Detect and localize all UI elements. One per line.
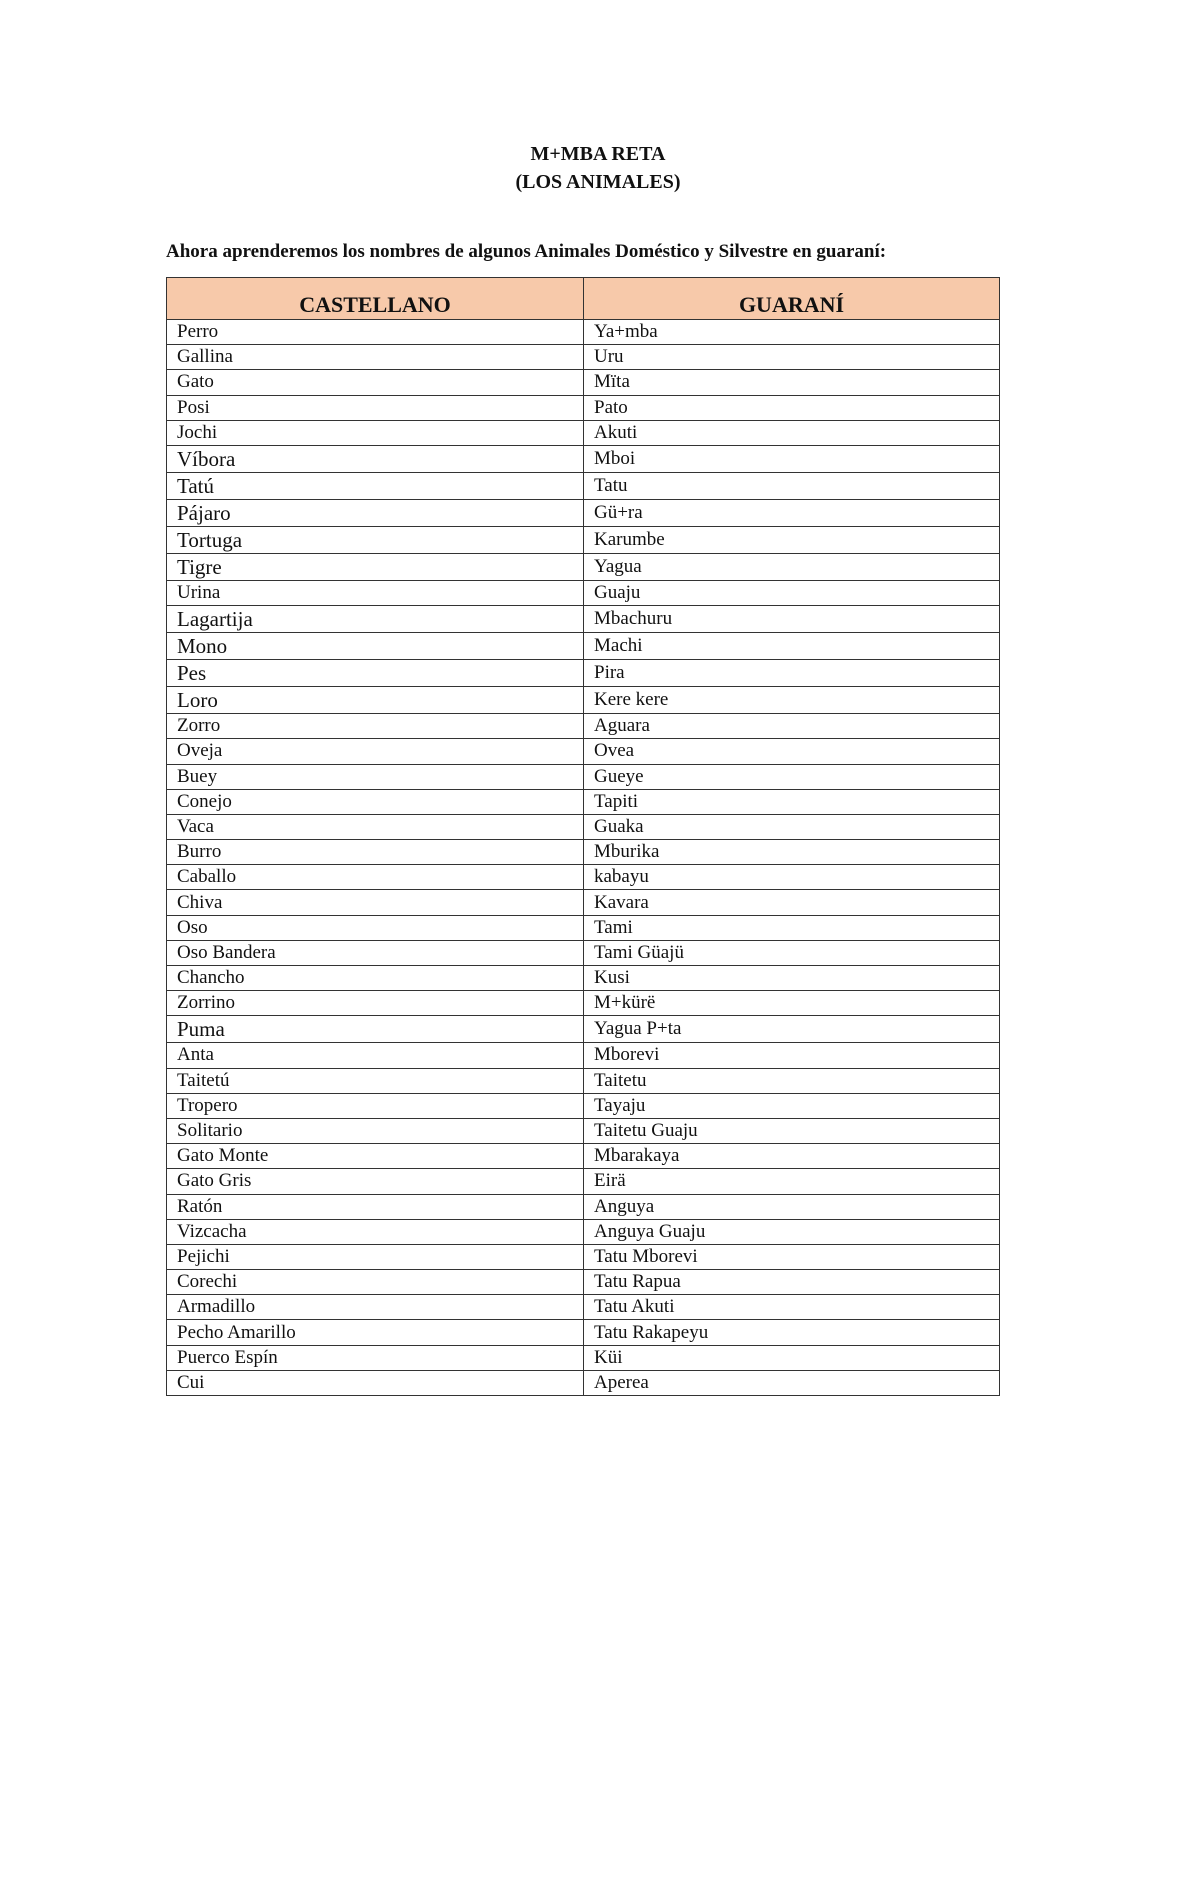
- cell-guarani: Kusi: [584, 966, 1000, 991]
- cell-castellano: Zorrino: [167, 991, 584, 1016]
- cell-castellano: Cui: [167, 1370, 584, 1395]
- cell-castellano: Urina: [167, 580, 584, 605]
- cell-guarani: Taitetu Guaju: [584, 1118, 1000, 1143]
- table-row: [167, 739, 1000, 764]
- table-row: [167, 370, 1000, 395]
- cell-castellano: Tropero: [167, 1093, 584, 1118]
- cell-castellano: Oveja: [167, 739, 584, 764]
- table-row: [167, 1169, 1000, 1194]
- cell-guarani: Tatu: [584, 472, 1000, 499]
- cell-guarani: Tatu Mborevi: [584, 1244, 1000, 1269]
- table-row: [167, 499, 1000, 526]
- table-row: [167, 1118, 1000, 1143]
- cell-castellano: Gato Gris: [167, 1169, 584, 1194]
- table-row: [167, 865, 1000, 890]
- cell-castellano: Posi: [167, 395, 584, 420]
- cell-castellano: Buey: [167, 764, 584, 789]
- table-row: [167, 633, 1000, 660]
- cell-guarani: Aperea: [584, 1370, 1000, 1395]
- document-title: [0, 140, 1200, 196]
- cell-castellano: Corechi: [167, 1270, 584, 1295]
- cell-castellano: Caballo: [167, 865, 584, 890]
- cell-castellano: Burro: [167, 840, 584, 865]
- cell-castellano: Chiva: [167, 890, 584, 915]
- cell-guarani: Anguya Guaju: [584, 1219, 1000, 1244]
- cell-guarani: Guaka: [584, 814, 1000, 839]
- cell-castellano: Loro: [167, 687, 584, 714]
- cell-castellano: Víbora: [167, 445, 584, 472]
- cell-guarani: Karumbe: [584, 526, 1000, 553]
- cell-castellano: Gato: [167, 370, 584, 395]
- cell-guarani: Aguara: [584, 714, 1000, 739]
- table-row: [167, 1194, 1000, 1219]
- vocabulary-table: [166, 277, 1000, 1396]
- table-row: [167, 395, 1000, 420]
- cell-guarani: Yagua P+ta: [584, 1016, 1000, 1043]
- cell-guarani: Ovea: [584, 739, 1000, 764]
- header-guarani: GUARANÍ: [584, 278, 1000, 320]
- table-row: [167, 814, 1000, 839]
- cell-castellano: Tatú: [167, 472, 584, 499]
- cell-guarani: Taitetu: [584, 1068, 1000, 1093]
- title-line-spanish: (LOS ANIMALES): [515, 171, 681, 193]
- table-row: [167, 1270, 1000, 1295]
- table-row: [167, 1370, 1000, 1395]
- cell-castellano: Puma: [167, 1016, 584, 1043]
- cell-guarani: Eirä: [584, 1169, 1000, 1194]
- cell-castellano: Pes: [167, 660, 584, 687]
- cell-guarani: kabayu: [584, 865, 1000, 890]
- cell-guarani: Yagua: [584, 553, 1000, 580]
- cell-guarani: Mbachuru: [584, 606, 1000, 633]
- table-row: [167, 1093, 1000, 1118]
- table-body: [167, 320, 1000, 1396]
- cell-castellano: Perro: [167, 320, 584, 345]
- cell-guarani: Tami Güajü: [584, 940, 1000, 965]
- table-row: [167, 890, 1000, 915]
- cell-castellano: Chancho: [167, 966, 584, 991]
- cell-guarani: Mïta: [584, 370, 1000, 395]
- cell-guarani: Kavara: [584, 890, 1000, 915]
- cell-castellano: Jochi: [167, 420, 584, 445]
- table-row: [167, 1295, 1000, 1320]
- cell-guarani: Tatu Rakapeyu: [584, 1320, 1000, 1345]
- table-row: [167, 1043, 1000, 1068]
- table-row: [167, 526, 1000, 553]
- table-row: [167, 345, 1000, 370]
- cell-castellano: Conejo: [167, 789, 584, 814]
- table-row: [167, 420, 1000, 445]
- cell-guarani: Akuti: [584, 420, 1000, 445]
- table-row: [167, 991, 1000, 1016]
- table-row: [167, 1016, 1000, 1043]
- table-row: [167, 580, 1000, 605]
- cell-guarani: Tapiti: [584, 789, 1000, 814]
- cell-guarani: Mburika: [584, 840, 1000, 865]
- table-row: [167, 1068, 1000, 1093]
- table-row: [167, 320, 1000, 345]
- table-row: [167, 445, 1000, 472]
- table-row: [167, 789, 1000, 814]
- table-row: [167, 714, 1000, 739]
- cell-castellano: Oso: [167, 915, 584, 940]
- cell-castellano: Gato Monte: [167, 1144, 584, 1169]
- cell-castellano: Puerco Espín: [167, 1345, 584, 1370]
- cell-guarani: Kere kere: [584, 687, 1000, 714]
- cell-castellano: Anta: [167, 1043, 584, 1068]
- cell-guarani: Gueye: [584, 764, 1000, 789]
- cell-castellano: Tigre: [167, 553, 584, 580]
- table-row: [167, 915, 1000, 940]
- cell-guarani: Tami: [584, 915, 1000, 940]
- cell-guarani: Mboi: [584, 445, 1000, 472]
- table-row: [167, 553, 1000, 580]
- cell-castellano: Ratón: [167, 1194, 584, 1219]
- cell-guarani: Tatu Rapua: [584, 1270, 1000, 1295]
- cell-castellano: Armadillo: [167, 1295, 584, 1320]
- cell-guarani: Guaju: [584, 580, 1000, 605]
- table-header-row: [167, 278, 1000, 320]
- cell-guarani: Pato: [584, 395, 1000, 420]
- cell-castellano: Pájaro: [167, 499, 584, 526]
- cell-castellano: Tortuga: [167, 526, 584, 553]
- table-row: [167, 1219, 1000, 1244]
- cell-castellano: Solitario: [167, 1118, 584, 1143]
- cell-guarani: Küi: [584, 1345, 1000, 1370]
- cell-castellano: Lagartija: [167, 606, 584, 633]
- cell-guarani: Ya+mba: [584, 320, 1000, 345]
- table-row: [167, 687, 1000, 714]
- cell-guarani: Anguya: [584, 1194, 1000, 1219]
- cell-guarani: Tayaju: [584, 1093, 1000, 1118]
- title-line-guarani: M+MBA RETA: [530, 143, 666, 165]
- cell-guarani: Machi: [584, 633, 1000, 660]
- table-row: [167, 764, 1000, 789]
- table-row: [167, 1320, 1000, 1345]
- cell-castellano: Gallina: [167, 345, 584, 370]
- intro-paragraph: Ahora aprenderemos los nombres de algunos Animales Doméstico y Silvestre en guaraní:: [166, 241, 887, 262]
- cell-guarani: Uru: [584, 345, 1000, 370]
- table-row: [167, 660, 1000, 687]
- cell-guarani: Pira: [584, 660, 1000, 687]
- cell-castellano: Mono: [167, 633, 584, 660]
- cell-guarani: Mborevi: [584, 1043, 1000, 1068]
- table-row: [167, 606, 1000, 633]
- cell-castellano: Taitetú: [167, 1068, 584, 1093]
- cell-castellano: Vaca: [167, 814, 584, 839]
- table-row: [167, 1144, 1000, 1169]
- cell-castellano: Pejichi: [167, 1244, 584, 1269]
- cell-guarani: Mbarakaya: [584, 1144, 1000, 1169]
- cell-guarani: M+kürë: [584, 991, 1000, 1016]
- cell-guarani: Gü+ra: [584, 499, 1000, 526]
- table-row: [167, 472, 1000, 499]
- cell-guarani: Tatu Akuti: [584, 1295, 1000, 1320]
- cell-castellano: Vizcacha: [167, 1219, 584, 1244]
- table-row: [167, 1244, 1000, 1269]
- table-row: [167, 1345, 1000, 1370]
- table-row: [167, 840, 1000, 865]
- table-row: [167, 940, 1000, 965]
- cell-castellano: Zorro: [167, 714, 584, 739]
- cell-castellano: Pecho Amarillo: [167, 1320, 584, 1345]
- cell-castellano: Oso Bandera: [167, 940, 584, 965]
- table-row: [167, 966, 1000, 991]
- header-castellano: CASTELLANO: [167, 278, 584, 320]
